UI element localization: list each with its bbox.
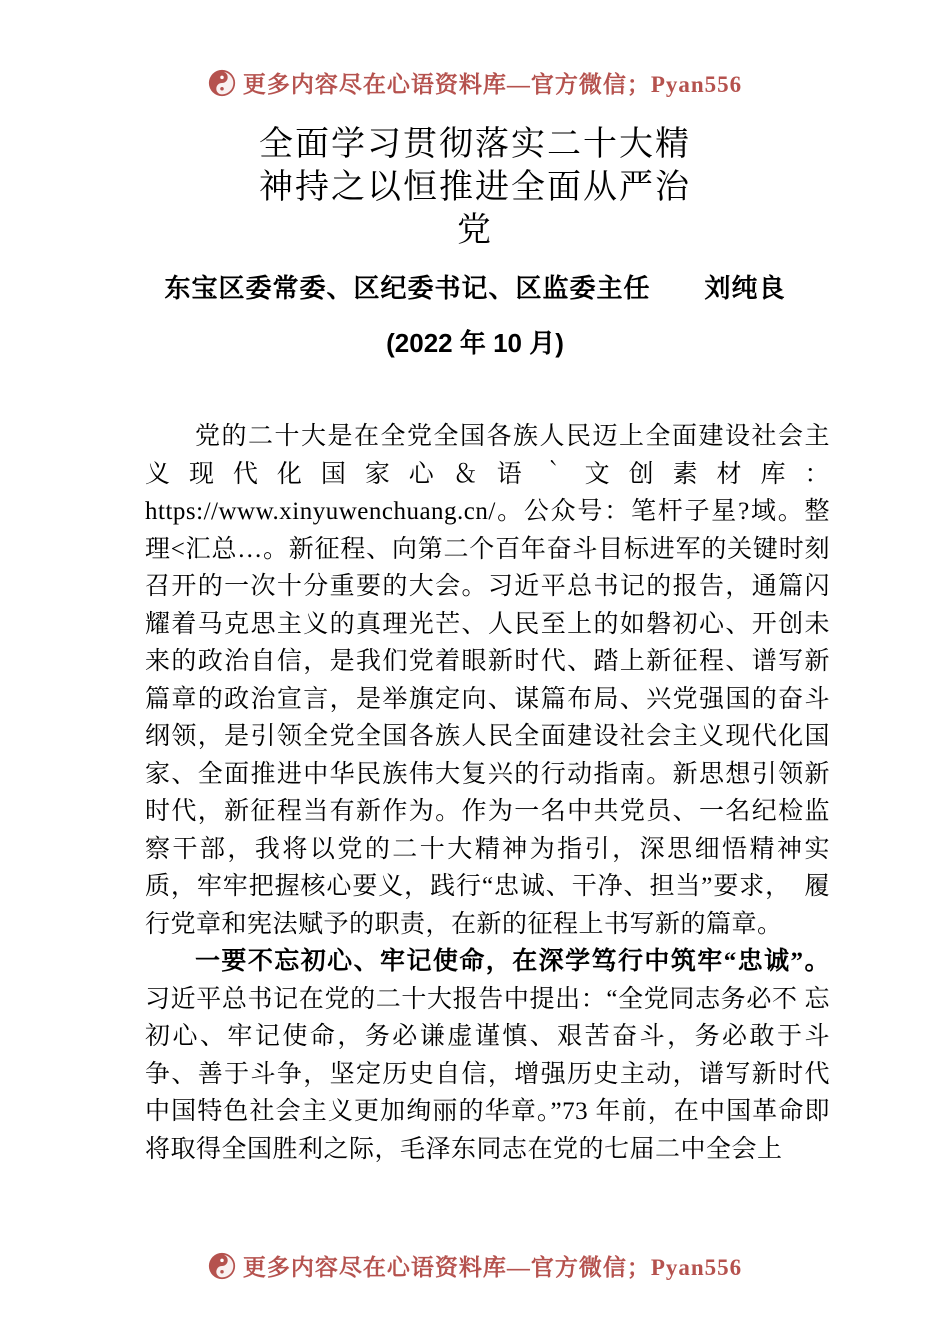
document-title: 全面学习贯彻落实二十大精神持之以恒推进全面从严治党 [259, 126, 691, 249]
watermark-text: 更多内容尽在心语资料库—官方微信；Pyan556 [242, 1255, 743, 1280]
xinyu-logo-icon [208, 69, 236, 97]
footer-watermark [0, 1249, 950, 1282]
body-paragraph-1 [145, 418, 830, 943]
paragraph-2-heading: 一要不忘初心、牢记使命，在深学笃行中筑牢“忠诚”。 [195, 948, 830, 975]
document-body [145, 418, 830, 1168]
xinyu-logo-icon [208, 1252, 236, 1280]
date-line: (2022 年 10 月) [386, 328, 564, 358]
paragraph-2-text: 习近平总书记在党的二十大报告中提出：“全党同志务必不 忘初心、牢记使命，务必谦虚谨慎、艰苦奋斗，务必敢于斗争、善于斗争，坚定历史自信，增强历史主动，谱写新时代中国特色社会主义更加绚丽的华章。”73 年前，在中国革命即将取得全国胜利之际，毛泽东同志在党的七届二中全会上 [145, 985, 830, 1163]
author-line: 东宝区委常委、区纪委书记、区监委主任 刘纯良 [164, 273, 786, 303]
watermark-text: 更多内容尽在心语资料库—官方微信；Pyan556 [242, 72, 743, 97]
paragraph-1-text: 党的二十大是在全党全国各族人民迈上全面建设社会主义现代化国家心＆语｀文创素材库：https://www.xinyuwenchuang.cn/。公众号：笔杆子星?域。整理<汇总…。新征程、向第二个百年奋斗目标进军的关键时刻召开的一次十分重要的大会。习近平总书记的报告，通篇闪耀着马克思主义的真理光芒、人民至上的如磐初心、开创未来的政治自信，是我们党着眼新时代、踏上新征程、谱写新篇章的政治宣言，是举旗定向、谋篇布局、兴党强国的奋斗纲领，是引领全党全国各族人民全面建设社会主义现代化国家、全面推进中华民族伟大复兴的行动指南。新思想引领新时代，新征程当有新作为。作为一名中共党员、一名纪检监察干部，我将以党的二十大精神为指引，深思细悟精神实质，牢牢把握核心要义，践行“忠诚、干净、担当”要求， 履行党章和宪法赋予的职责，在新的征程上书写新的篇章。 [145, 423, 830, 938]
header-watermark [0, 0, 950, 99]
body-paragraph-2 [145, 943, 830, 1168]
